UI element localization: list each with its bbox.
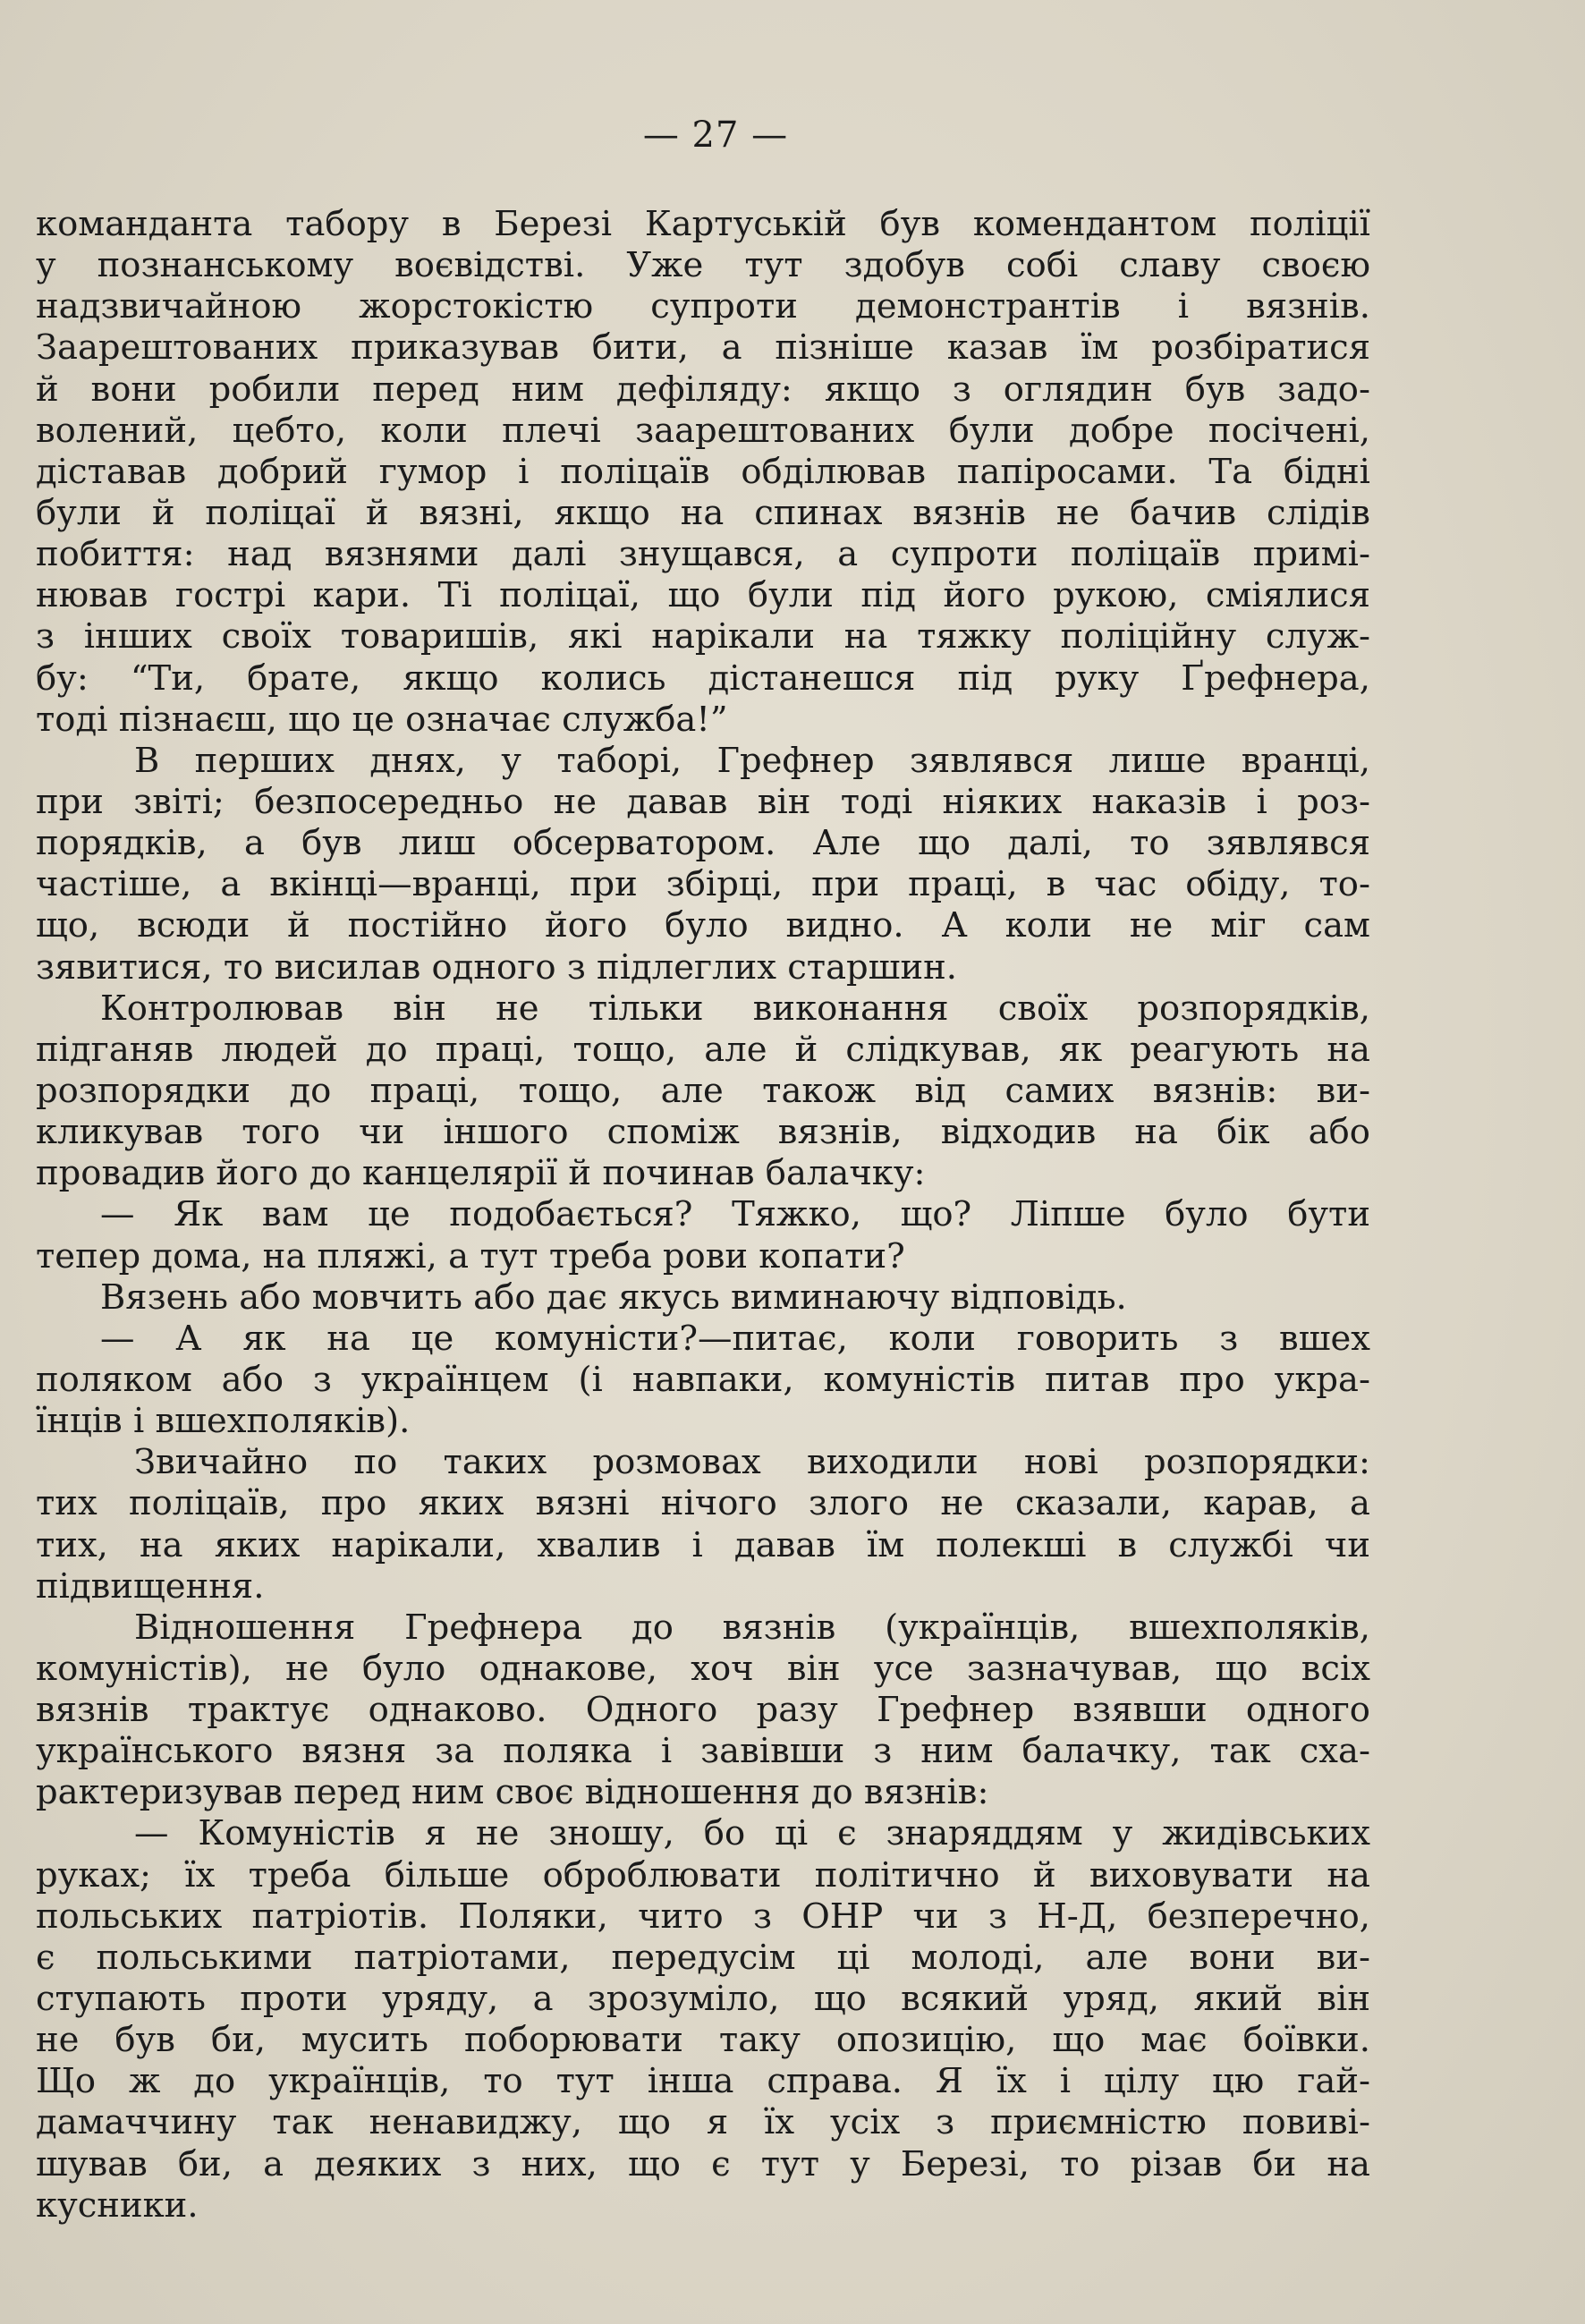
text-line: польських патріотів. Поляки, чито з ОНР чи з Н-Д, безперечно, [36, 1896, 1370, 1937]
text-line: провадив його до канцелярії й починав балачку: [36, 1153, 926, 1194]
text-line: Що ж до українців, то тут інша справа. Я їх і цілу цю гай- [36, 2061, 1370, 2102]
text-line: й вони робили перед ним дефіляду: якщо з оглядин був задо- [36, 369, 1370, 410]
text-line: шував би, а деяких з них, що є тут у Березі, то різав би на [36, 2143, 1370, 2184]
text-line: ступають проти уряду, а зрозуміло, що всякий уряд, який він [36, 1979, 1370, 2020]
text-line: тепер дома, на пляжі, а тут треба рови копати? [36, 1235, 905, 1277]
text-line: з інших своїх товаришів, які нарікали на тяжку поліційну служ- [36, 616, 1370, 657]
text-line: Вязень або мовчить або дає якусь виминаючу відповідь. [100, 1277, 1127, 1318]
text-line: В перших днях, у таборі, Грефнер зявлявся лише вранці, [134, 740, 1370, 781]
text-line: були й поліцаї й вязні, якщо на спинах вязнів не бачив слідів [36, 492, 1370, 533]
text-line: не був би, мусить поборювати таку опозицію, що має боївки. [36, 2020, 1370, 2061]
text-line: комуністів), не було однакове, хоч він усе зазначував, що всіх [36, 1648, 1370, 1689]
text-line: що, всюди й постійно його було видно. А коли не міг сам [36, 905, 1370, 946]
text-line: розпорядки до праці, тощо, але також від самих вязнів: ви- [36, 1070, 1370, 1111]
text-line: Звичайно по таких розмовах виходили нові розпорядки: [134, 1442, 1370, 1483]
text-line: Контролював він не тільки виконання своїх розпорядків, [100, 988, 1370, 1029]
text-line: при звіті; безпосередньо не давав він тоді ніяких наказів і роз- [36, 781, 1370, 822]
text-line: тих поліцаїв, про яких вязні нічого злого не сказали, карав, а [36, 1483, 1370, 1524]
text-line: — Комуністів я не зношу, бо ці є знаряддям у жидівських [134, 1813, 1370, 1854]
text-line: порядків, а був лиш обсерватором. Але що далі, то зявлявся [36, 823, 1370, 864]
text-line: — А як на це комуністи?—питає, коли говорить з вшех [100, 1318, 1370, 1359]
text-line: команданта табору в Березі Картуській був комендантом поліції [36, 204, 1370, 244]
text-line: українського вязня за поляка і завівши з ним балачку, так сха- [36, 1731, 1370, 1772]
text-line: їнців і вшехполяків). [36, 1401, 411, 1442]
text-line: волений, цебто, коли плечі заарештованих були добре посічені, [36, 410, 1370, 451]
text-line: вязнів трактує однаково. Одного разу Грефнер взявши одного [36, 1690, 1370, 1731]
text-line: — Як вам це подобається? Тяжко, що? Ліпше було бути [100, 1194, 1370, 1235]
text-line: частіше, а вкінці—вранці, при збірці, при праці, в час обіду, то- [36, 864, 1370, 905]
text-line: Відношення Грефнера до вязнів (українців, вшехполяків, [134, 1607, 1370, 1648]
page-number: — 27 — [642, 115, 789, 156]
text-line: рактеризував перед ним своє відношення до вязнів: [36, 1772, 989, 1813]
text-line: кликував того чи іншого споміж вязнів, відходив на бік або [36, 1112, 1370, 1153]
text-line: Заарештованих приказував бити, а пізніше казав їм розбіратися [36, 327, 1370, 369]
text-line: побиття: над вязнями далі знущався, а супроти поліцаїв примі- [36, 534, 1370, 575]
text-line: нював гострі кари. Ті поліцаї, що були під його рукою, сміялися [36, 575, 1370, 616]
text-line: бу: “Ти, брате, якщо колись дістанешся під руку Ґрефнера, [36, 657, 1370, 699]
text-line: у познанському воєвідстві. Уже тут здобув собі славу своєю [36, 245, 1370, 286]
text-line: кусники. [36, 2184, 199, 2226]
text-line: підвищення. [36, 1565, 265, 1607]
text-line: дамаччину так ненавиджу, що я їх усіх з приємністю повиві- [36, 2102, 1370, 2143]
text-line: тих, на яких нарікали, хвалив і давав їм полекші в службі чи [36, 1524, 1370, 1565]
body-text [36, 204, 1370, 2226]
text-line: руках; їх треба більше оброблювати політично й виховувати на [36, 1854, 1370, 1896]
text-line: поляком або з українцем (і навпаки, комуністів питав про укра- [36, 1359, 1370, 1400]
text-line: тоді пізнаєш, що це означає служба!” [36, 699, 728, 740]
text-line: надзвичайною жорстокістю супроти демонстрантів і вязнів. [36, 286, 1370, 327]
text-line: діставав добрий гумор і поліцаїв обділював папіросами. Та бідні [36, 451, 1370, 492]
text-line: є польськими патріотами, передусім ці молоді, але вони ви- [36, 1937, 1370, 1978]
text-line: зявитися, то висилав одного з підлеглих старшин. [36, 946, 958, 988]
text-line: підганяв людей до праці, тощо, але й слідкував, як реагують на [36, 1029, 1370, 1070]
